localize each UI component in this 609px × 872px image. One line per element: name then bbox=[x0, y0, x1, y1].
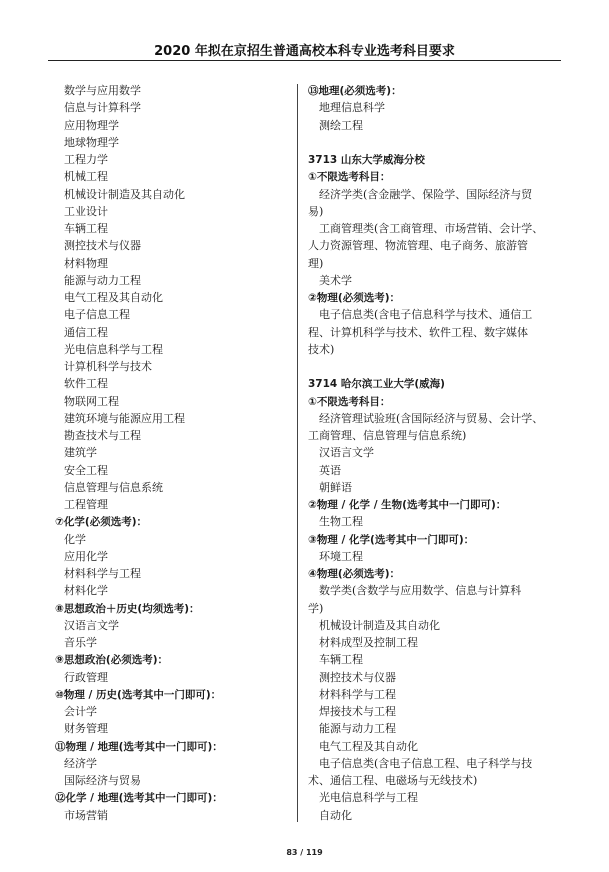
major-item-continuation: 学) bbox=[308, 601, 324, 615]
major-item: 信息与计算科学 bbox=[64, 101, 141, 115]
major-item: 电气工程及其自动化 bbox=[319, 739, 418, 753]
major-item: 焊接技术与工程 bbox=[319, 705, 396, 718]
major-item: 建筑环境与能源应用工程 bbox=[64, 411, 185, 425]
major-item: 美术学 bbox=[319, 273, 352, 287]
major-item: 会计学 bbox=[64, 705, 97, 718]
major-item: 能源与动力工程 bbox=[64, 273, 141, 287]
major-item: 物联网工程 bbox=[64, 394, 119, 408]
major-item: 地球物理学 bbox=[64, 135, 119, 149]
major-item: 地理信息科学 bbox=[319, 101, 385, 115]
major-item: 生物工程 bbox=[319, 515, 363, 529]
category-heading: ⑫化学 / 地理(选考其中一门即可)： bbox=[55, 792, 223, 805]
major-item-continuation: 人力资源管理、物流管理、电子商务、旅游管 bbox=[308, 239, 528, 253]
major-item: 能源与动力工程 bbox=[319, 722, 396, 736]
major-item: 软件工程 bbox=[64, 377, 108, 391]
school-heading: 3714 哈尔滨工业大学(威海) bbox=[308, 378, 445, 391]
major-item: 光电信息科学与工程 bbox=[64, 342, 163, 356]
major-item: 车辆工程 bbox=[319, 653, 363, 667]
category-heading: ②物理(必须选考)： bbox=[308, 292, 400, 304]
major-item: 材料化学 bbox=[64, 584, 108, 598]
major-item: 机械设计制造及其自动化 bbox=[319, 618, 440, 632]
major-item: 财务管理 bbox=[64, 722, 108, 736]
column-divider bbox=[297, 84, 298, 822]
category-heading: ⑦化学(必须选考)： bbox=[55, 516, 147, 529]
major-item-continuation: 理) bbox=[308, 256, 324, 270]
major-item: 材料科学与工程 bbox=[64, 567, 141, 580]
major-item: 工业设计 bbox=[64, 204, 108, 218]
major-item: 化学 bbox=[64, 532, 86, 546]
category-heading: ⑬地理(必须选考)： bbox=[308, 85, 402, 97]
major-item: 经济学类(含金融学、保险学、国际经济与贸 bbox=[319, 187, 533, 201]
major-item: 行政管理 bbox=[64, 670, 108, 684]
major-item-continuation: 程、计算机科学与技术、软件工程、数字媒体 bbox=[308, 325, 528, 339]
major-item: 数学与应用数学 bbox=[64, 84, 141, 97]
category-heading: ①不限选考科目： bbox=[308, 171, 391, 184]
major-item-continuation: 术、通信工程、电磁场与无线技术) bbox=[308, 774, 478, 787]
major-item-continuation: 工商管理、信息管理与信息系统) bbox=[308, 429, 467, 442]
major-item-continuation: 技术) bbox=[308, 342, 335, 356]
major-item: 车辆工程 bbox=[64, 222, 108, 235]
category-heading: ②物理 / 化学 / 生物(选考其中一门即可)： bbox=[308, 499, 507, 511]
major-item: 勘查技术与工程 bbox=[64, 429, 141, 442]
category-heading: ④物理(必须选考)： bbox=[308, 568, 400, 580]
major-item: 安全工程 bbox=[64, 463, 108, 477]
major-item: 数学类(含数学与应用数学、信息与计算科 bbox=[319, 584, 522, 598]
major-item: 测控技术与仪器 bbox=[64, 239, 141, 253]
major-item: 电子信息工程 bbox=[64, 308, 130, 322]
major-item: 国际经济与贸易 bbox=[64, 774, 141, 787]
major-item: 机械设计制造及其自动化 bbox=[64, 187, 185, 201]
major-item: 机械工程 bbox=[64, 170, 108, 184]
major-item: 电子信息类(含电子信息科学与技术、通信工 bbox=[319, 308, 533, 322]
major-item: 通信工程 bbox=[64, 325, 108, 339]
category-heading: ⑪物理 / 地理(选考其中一门即可)： bbox=[55, 740, 223, 753]
major-item: 材料科学与工程 bbox=[319, 687, 396, 701]
major-item: 市场营销 bbox=[64, 808, 108, 822]
page-number: 83 / 119 bbox=[286, 848, 323, 857]
category-heading: ⑧思想政治＋历史(均须选考)： bbox=[55, 602, 200, 615]
major-item: 光电信息科学与工程 bbox=[319, 791, 418, 805]
major-item: 信息管理与信息系统 bbox=[64, 480, 163, 494]
major-item: 电气工程及其自动化 bbox=[64, 291, 163, 304]
major-item: 材料物理 bbox=[64, 256, 108, 270]
major-item: 材料成型及控制工程 bbox=[319, 636, 418, 649]
page-title: 2020 年拟在京招生普通高校本科专业选考科目要求 bbox=[154, 44, 455, 59]
major-item: 建筑学 bbox=[64, 446, 97, 460]
major-item: 计算机科学与技术 bbox=[64, 360, 152, 373]
major-item: 经济学 bbox=[64, 756, 97, 770]
category-heading: ①不限选考科目： bbox=[308, 395, 391, 408]
major-item: 电子信息类(含电子信息工程、电子科学与技 bbox=[319, 756, 533, 770]
school-heading: 3713 山东大学威海分校 bbox=[308, 154, 425, 166]
category-heading: ⑨思想政治(必须选考)： bbox=[55, 654, 168, 667]
header-rule bbox=[48, 60, 561, 61]
major-item: 经济管理试验班(含国际经济与贸易、会计学、 bbox=[319, 411, 544, 425]
major-item: 英语 bbox=[319, 463, 341, 477]
major-item: 朝鲜语 bbox=[319, 480, 352, 494]
major-item: 工程管理 bbox=[64, 498, 108, 511]
major-item: 自动化 bbox=[319, 808, 352, 822]
major-item: 汉语言文学 bbox=[64, 618, 119, 632]
category-heading: ⑩物理 / 历史(选考其中一门即可)： bbox=[55, 688, 222, 701]
major-item: 环境工程 bbox=[319, 549, 363, 563]
major-item-continuation: 易) bbox=[308, 204, 324, 218]
major-item: 汉语言文学 bbox=[319, 446, 374, 460]
category-heading: ③物理 / 化学(选考其中一门即可)： bbox=[308, 533, 475, 546]
major-item: 工程力学 bbox=[64, 153, 108, 166]
major-item: 测控技术与仪器 bbox=[319, 670, 396, 684]
major-item: 应用物理学 bbox=[64, 118, 119, 132]
major-item: 工商管理类(含工商管理、市场营销、会计学、 bbox=[319, 222, 544, 235]
major-item: 应用化学 bbox=[64, 549, 108, 563]
major-item: 测绘工程 bbox=[319, 118, 363, 132]
major-item: 音乐学 bbox=[64, 636, 97, 649]
